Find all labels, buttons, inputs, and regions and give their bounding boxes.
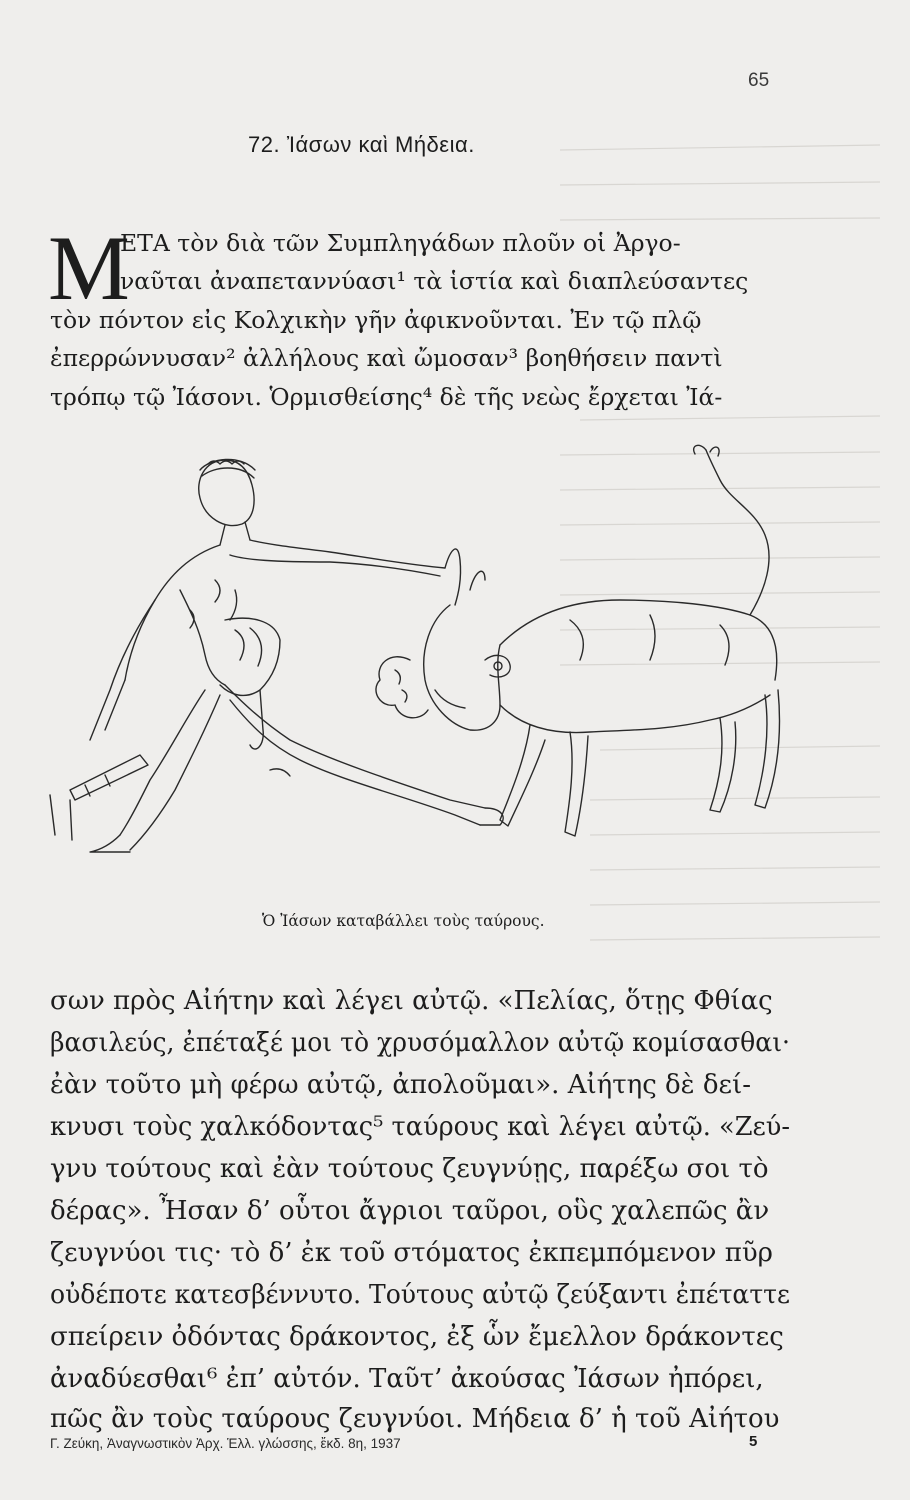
signature-mark: 5 bbox=[749, 1433, 758, 1450]
text-line: ναῦται ἀναπεταννύασι¹ τὰ ἱστία καὶ διαπλεύσαντες bbox=[120, 267, 749, 295]
footer-source-line: Γ. Ζεύκη, Ἀναγνωστικὸν Ἀρχ. Ἑλλ. γλώσσης, ἔκδ. 8η, 1937 bbox=[50, 1436, 401, 1451]
text-line: σπείρειν ὀδόντας δράκοντος, ἐξ ὧν ἔμελλον δράκοντες bbox=[50, 1322, 784, 1352]
jason-figure bbox=[70, 459, 503, 852]
text-line: πῶς ἂν τοὺς ταύρους ζευγνύοι. Μήδεια δ’ ἡ τοῦ Αἰήτου bbox=[50, 1404, 780, 1434]
text-line: σων πρὸς Αἰήτην καὶ λέγει αὐτῷ. «Πελίας, ὅτῃς Φθίας bbox=[50, 986, 773, 1016]
figure-caption: Ὁ Ἰάσων καταβάλλει τοὺς ταύρους. bbox=[262, 912, 545, 930]
drop-cap: Μ bbox=[48, 217, 130, 319]
text-line: δέρας». Ἦσαν δ’ οὗτοι ἄγριοι ταῦροι, οὓς χαλεπῶς ἂν bbox=[50, 1196, 770, 1226]
text-line: βασιλεύς, ἐπέταξέ μοι τὸ χρυσόμαλλον αὐτῷ κομίσασθαι· bbox=[50, 1028, 790, 1058]
jason-and-bull-illustration bbox=[30, 440, 790, 910]
page-number: 65 bbox=[748, 70, 770, 91]
text-line: ζευγνύοι τις· τὸ δ’ ἐκ τοῦ στόματος ἐκπεμπόμενον πῦρ bbox=[50, 1238, 773, 1268]
text-line: ἐὰν τοῦτο μὴ φέρω αὐτῷ, ἀπολοῦμαι». Αἰήτης δὲ δεί- bbox=[50, 1070, 751, 1100]
text-line: γνυ τούτους καὶ ἐὰν τούτους ζευγνύῃς, παρέξω σοι τὸ bbox=[50, 1154, 769, 1184]
text-line: οὐδέποτε κατεσβέννυτο. Τούτους αὐτῷ ζεύξαντι ἐπέταττε bbox=[50, 1280, 790, 1310]
text-line: ΕΤΑ τὸν διὰ τῶν Συμπληγάδων πλοῦν οἱ Ἀργο- bbox=[120, 229, 681, 257]
text-line: κνυσι τοὺς χαλκόδοντας⁵ ταύρους καὶ λέγει αὐτῷ. «Ζεύ- bbox=[50, 1112, 790, 1142]
text-line: τὸν πόντον εἰς Κολχικὴν γῆν ἀφικνοῦνται. Ἐν τῷ πλῷ bbox=[50, 306, 702, 334]
bull-figure bbox=[50, 445, 779, 840]
text-line: τρόπῳ τῷ Ἰάσονι. Ὁρμισθείσης⁴ δὲ τῆς νεὼς ἔρχεται Ἰά- bbox=[50, 383, 723, 411]
text-line: ἀναδύεσθαι⁶ ἐπ’ αὐτόν. Ταῦτ’ ἀκούσας Ἰάσων ἠπόρει, bbox=[50, 1364, 764, 1394]
chapter-title: 72. Ἰάσων καὶ Μήδεια. bbox=[248, 132, 475, 157]
text-line: ἐπερρώννυσαν² ἀλλήλους καὶ ὤμοσαν³ βοηθήσειν παντὶ bbox=[50, 344, 723, 372]
